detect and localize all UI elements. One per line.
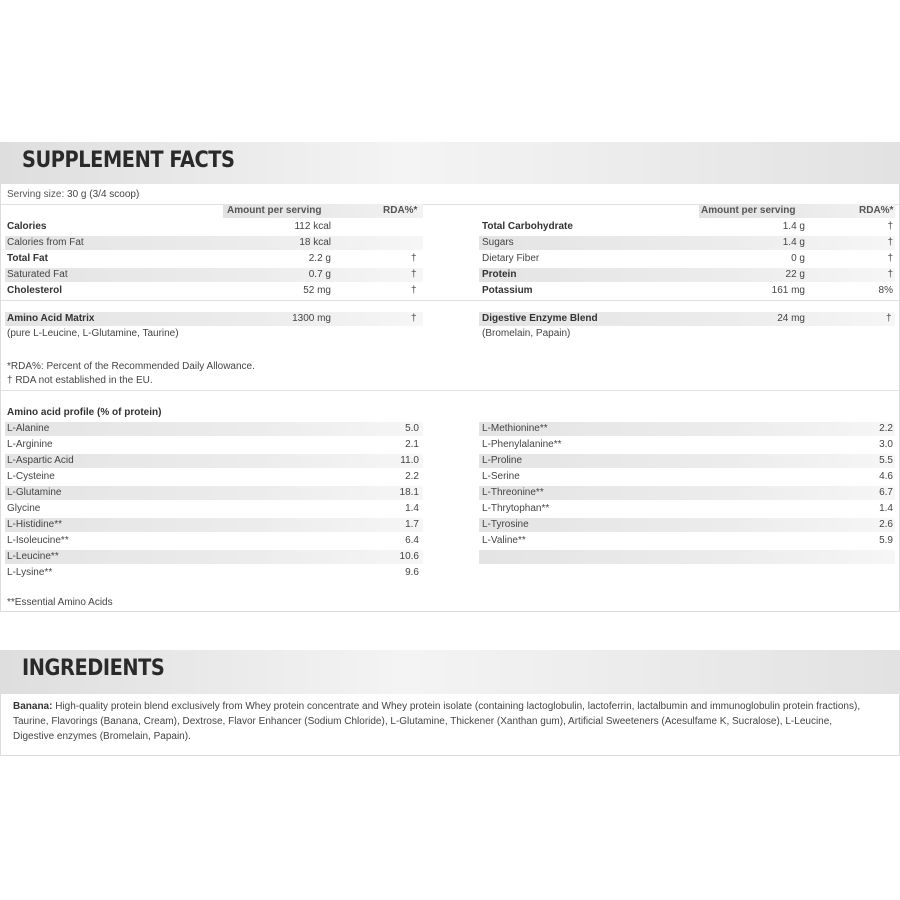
- amino-profile-title: Amino acid profile (% of protein): [7, 407, 162, 418]
- enzyme-blend-rda: †: [886, 313, 892, 324]
- ingredients-flavor-label: Banana:: [13, 701, 53, 712]
- amino-name: L-Isoleucine**: [7, 535, 69, 546]
- nutrient-amount: 0.7 g: [308, 269, 331, 280]
- amino-row-bg: [5, 550, 423, 564]
- amino-value: 1.7: [405, 519, 419, 530]
- amino-value: 18.1: [399, 487, 419, 498]
- supplement-facts-header: [0, 142, 900, 184]
- amino-name: L-Methionine**: [482, 423, 548, 434]
- nutrient-amount: 0 g: [791, 253, 805, 264]
- amino-value: 10.6: [399, 551, 419, 562]
- footnote-rda: *RDA%: Percent of the Recommended Daily Allowance.: [7, 361, 255, 372]
- nutrient-name: Protein: [482, 269, 517, 280]
- supplement-facts-title: SUPPLEMENT FACTS: [22, 148, 235, 173]
- nutrient-amount: 52 mg: [303, 285, 331, 296]
- amino-value: 4.6: [879, 471, 893, 482]
- nutrient-name: Saturated Fat: [7, 269, 68, 280]
- ingredients-title: INGREDIENTS: [22, 656, 165, 681]
- nutrient-rda: †: [887, 221, 893, 232]
- amino-name: L-Glutamine: [7, 487, 62, 498]
- amino-name: L-Phenylalanine**: [482, 439, 562, 450]
- nutrient-amount: 161 mg: [771, 285, 805, 296]
- amino-value: 3.0: [879, 439, 893, 450]
- nutrient-amount: 112 kcal: [294, 221, 331, 232]
- nutrient-rda: †: [887, 269, 893, 280]
- divider: [1, 300, 900, 301]
- amino-row-bg: [479, 454, 895, 468]
- nutrient-amount: 2.2 g: [308, 253, 331, 264]
- ingredients-panel: [0, 694, 900, 756]
- footnote-dagger: † RDA not established in the EU.: [7, 375, 153, 386]
- nutrient-amount: 1.4 g: [782, 237, 805, 248]
- amino-name: L-Serine: [482, 471, 520, 482]
- amino-value: 1.4: [879, 503, 893, 514]
- amino-matrix-amount: 1300 mg: [292, 313, 331, 324]
- ingredients-header: [0, 650, 900, 694]
- nutrient-rda: †: [887, 253, 893, 264]
- amino-value: 2.6: [879, 519, 893, 530]
- nutrient-name: Calories: [7, 221, 47, 232]
- ingredients-text: [13, 699, 873, 744]
- amino-name: L-Leucine**: [7, 551, 59, 562]
- amino-matrix-name: Amino Acid Matrix: [7, 313, 95, 324]
- amino-value: 6.4: [405, 535, 419, 546]
- amino-value: 2.2: [879, 423, 893, 434]
- ingredients-list: High-quality protein blend exclusively from Whey protein concentrate and Whey protein isolate (containing lactoglobulin, lactoferrin, lactalbumin and immunoglobulin protein fractions), Taurine, Flavorings (Banana, Cream), Dextrose, Flavor Enhancer (Sodium Chloride), L-Glutamine, Thickener (Xanthan gum), Artificial Sweeteners (Acesulfame K, Sucralose), L-Leucine, Digestive enzymes (Bromelain, Papain).: [13, 701, 861, 742]
- right-amount-header: Amount per serving: [701, 205, 796, 216]
- amino-name: L-Threonine**: [482, 487, 544, 498]
- right-rda-header: RDA%*: [859, 205, 894, 216]
- supplement-facts-banner: [0, 142, 900, 184]
- amino-value: 1.4: [405, 503, 419, 514]
- amino-matrix-sub: (pure L-Leucine, L-Glutamine, Taurine): [7, 328, 179, 339]
- serving-size: [7, 188, 139, 202]
- nutrient-name: Total Carbohydrate: [482, 221, 573, 232]
- ingredients-banner: [0, 650, 900, 694]
- enzyme-blend-amount: 24 mg: [777, 313, 805, 324]
- nutrient-name: Sugars: [482, 237, 514, 248]
- nutrient-amount: 22 g: [785, 269, 805, 280]
- amino-name: L-Arginine: [7, 439, 53, 450]
- amino-value: 11.0: [400, 455, 419, 466]
- nutrient-rda: 8%: [878, 285, 893, 296]
- nutrient-rda: †: [887, 237, 893, 248]
- nutrient-name: Dietary Fiber: [482, 253, 540, 264]
- amino-matrix-rda: †: [411, 313, 417, 324]
- nutrient-name: Total Fat: [7, 253, 48, 264]
- serving-size-label: Serving size:: [7, 189, 65, 200]
- amino-name: Glycine: [7, 503, 41, 514]
- left-rda-header: RDA%*: [383, 205, 418, 216]
- nutrient-rda: †: [411, 285, 417, 296]
- amino-row-bg: [5, 422, 423, 436]
- amino-value: 5.5: [879, 455, 893, 466]
- nutrient-name: Calories from Fat: [7, 237, 84, 248]
- enzyme-blend-name: Digestive Enzyme Blend: [482, 313, 598, 324]
- amino-name: L-Alanine: [7, 423, 50, 434]
- amino-value: 9.6: [405, 567, 419, 578]
- nutrient-row-bg: [479, 236, 895, 250]
- nutrient-rda: †: [411, 269, 417, 280]
- left-amount-header: Amount per serving: [227, 205, 322, 216]
- amino-row-bg: [5, 518, 423, 532]
- amino-name: L-Histidine**: [7, 519, 63, 530]
- amino-name: L-Lysine**: [7, 567, 53, 578]
- amino-value: 5.9: [879, 535, 893, 546]
- amino-row-bg: [479, 550, 895, 564]
- amino-value: 2.1: [405, 439, 419, 450]
- amino-name: L-Proline: [482, 455, 523, 466]
- amino-name: L-Cysteine: [7, 471, 55, 482]
- amino-value: 5.0: [405, 423, 419, 434]
- amino-name: L-Aspartic Acid: [7, 455, 74, 466]
- serving-size-value: 30 g (3/4 scoop): [67, 189, 140, 200]
- amino-name: L-Thrytophan**: [482, 503, 550, 514]
- amino-row-bg: [5, 486, 423, 500]
- nutrient-amount: 1.4 g: [782, 221, 805, 232]
- nutrient-row-bg: [479, 268, 895, 282]
- amino-name: L-Tyrosine: [482, 519, 529, 530]
- nutrient-amount: 18 kcal: [299, 237, 331, 248]
- nutrient-name: Cholesterol: [7, 285, 63, 296]
- nutrient-name: Potassium: [482, 285, 533, 296]
- amino-row-bg: [479, 518, 895, 532]
- nutrient-rda: †: [411, 253, 417, 264]
- essential-amino-note: **Essential Amino Acids: [7, 597, 113, 608]
- amino-name: L-Valine**: [482, 535, 526, 546]
- divider: [1, 390, 900, 391]
- amino-value: 6.7: [879, 487, 893, 498]
- amino-value: 2.2: [405, 471, 419, 482]
- enzyme-blend-sub: (Bromelain, Papain): [482, 328, 571, 339]
- supplement-facts-panel: [0, 184, 900, 612]
